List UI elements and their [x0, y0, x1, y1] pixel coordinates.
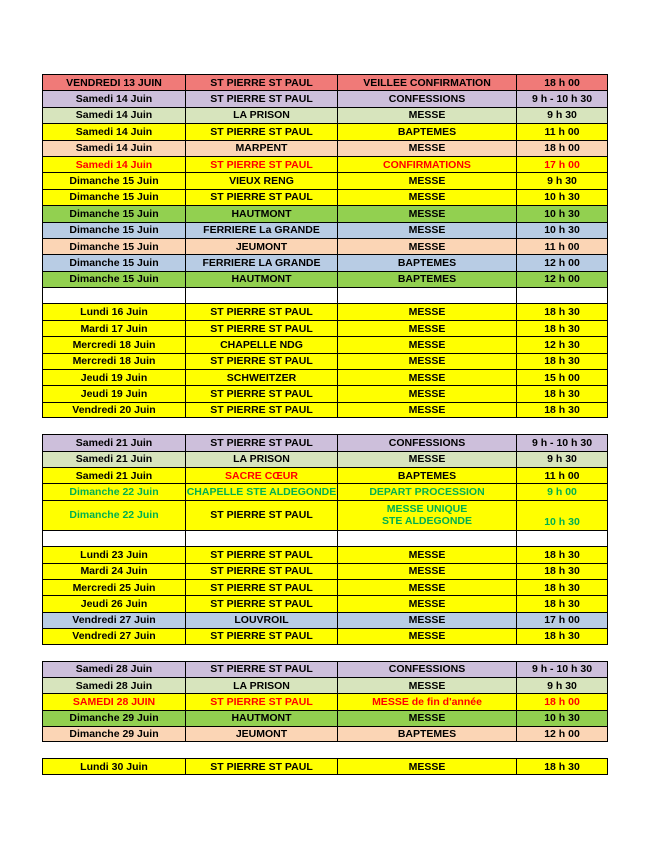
place-cell: ST PIERRE ST PAUL	[185, 563, 337, 579]
time-cell: 18 h 00	[516, 140, 608, 156]
time-cell: 9 h 30	[516, 172, 608, 188]
event-cell: MESSE	[337, 353, 516, 369]
day-cell: Samedi 14 Juin	[42, 90, 185, 106]
place-cell: HAUTMONT	[185, 710, 337, 726]
day-cell: Vendredi 27 Juin	[42, 612, 185, 628]
day-cell: Dimanche 15 Juin	[42, 189, 185, 205]
day-cell: Dimanche 15 Juin	[42, 238, 185, 254]
table-row	[42, 677, 608, 693]
event-cell: MESSE	[337, 710, 516, 726]
table-row	[42, 451, 608, 467]
table-row	[42, 483, 608, 499]
day-cell: Samedi 28 Juin	[42, 677, 185, 693]
place-cell: LA PRISON	[185, 677, 337, 693]
place-cell	[185, 530, 337, 546]
table-row	[42, 434, 608, 450]
day-cell: Vendredi 27 Juin	[42, 628, 185, 644]
place-cell: MARPENT	[185, 140, 337, 156]
event-cell: MESSE	[337, 677, 516, 693]
day-cell: Mercredi 18 Juin	[42, 336, 185, 352]
time-cell: 15 h 00	[516, 369, 608, 385]
day-cell: Jeudi 26 Juin	[42, 595, 185, 611]
event-cell: MESSE	[337, 336, 516, 352]
place-cell: ST PIERRE ST PAUL	[185, 189, 337, 205]
time-cell: 10 h 30	[516, 205, 608, 221]
place-cell: FERRIERE LA GRANDE	[185, 254, 337, 270]
place-cell: ST PIERRE ST PAUL	[185, 353, 337, 369]
time-cell: 10 h 30	[516, 189, 608, 205]
event-cell: MESSE de fin d'année	[337, 693, 516, 709]
event-cell: BAPTEMES	[337, 123, 516, 139]
event-cell: MESSE	[337, 546, 516, 562]
place-cell: FERRIERE La GRANDE	[185, 222, 337, 238]
event-cell: MESSE	[337, 238, 516, 254]
place-cell: VIEUX RENG	[185, 172, 337, 188]
day-cell: Dimanche 15 Juin	[42, 172, 185, 188]
time-cell: 11 h 00	[516, 467, 608, 483]
place-cell: ST PIERRE ST PAUL	[185, 402, 337, 418]
event-cell: CONFESSIONS	[337, 90, 516, 106]
place-cell: ST PIERRE ST PAUL	[185, 500, 337, 530]
time-cell: 12 h 00	[516, 271, 608, 287]
event-line: MESSE UNIQUE	[386, 503, 468, 516]
place-cell: ST PIERRE ST PAUL	[185, 595, 337, 611]
place-cell: ST PIERRE ST PAUL	[185, 661, 337, 677]
event-cell: DEPART PROCESSION	[337, 483, 516, 499]
table-row	[42, 369, 608, 385]
day-cell: Samedi 14 Juin	[42, 156, 185, 172]
table-row	[42, 710, 608, 726]
place-cell: ST PIERRE ST PAUL	[185, 385, 337, 401]
day-cell: Dimanche 15 Juin	[42, 254, 185, 270]
table-row	[42, 385, 608, 401]
event-cell: MESSE	[337, 140, 516, 156]
time-cell: 11 h 00	[516, 238, 608, 254]
event-cell: BAPTEMES	[337, 254, 516, 270]
place-cell: ST PIERRE ST PAUL	[185, 74, 337, 90]
blank-row	[42, 287, 608, 303]
time-cell: 18 h 30	[516, 758, 608, 774]
schedule-block	[42, 661, 608, 743]
event-cell: MESSE	[337, 320, 516, 336]
day-cell: Samedi 21 Juin	[42, 467, 185, 483]
table-row	[42, 189, 608, 205]
place-cell: LA PRISON	[185, 107, 337, 123]
table-row	[42, 628, 608, 644]
event-cell: MESSE	[337, 222, 516, 238]
event-cell: CONFESSIONS	[337, 434, 516, 450]
event-cell: MESSE	[337, 172, 516, 188]
event-cell: BAPTEMES	[337, 271, 516, 287]
time-cell: 9 h - 10 h 30	[516, 90, 608, 106]
table-row	[42, 402, 608, 418]
time-cell: 18 h 30	[516, 320, 608, 336]
table-row	[42, 303, 608, 319]
time-cell: 12 h 00	[516, 254, 608, 270]
table-row	[42, 579, 608, 595]
day-cell	[42, 287, 185, 303]
time-cell: 12 h 00	[516, 726, 608, 742]
event-cell: MESSE	[337, 628, 516, 644]
time-cell: 9 h 00	[516, 483, 608, 499]
event-cell: BAPTEMES	[337, 726, 516, 742]
table-row	[42, 238, 608, 254]
day-cell: Jeudi 19 Juin	[42, 369, 185, 385]
event-cell: MESSE	[337, 402, 516, 418]
table-row	[42, 222, 608, 238]
table-row	[42, 693, 608, 709]
table-row	[42, 500, 608, 530]
place-cell: LOUVROIL	[185, 612, 337, 628]
day-cell: Dimanche 15 Juin	[42, 271, 185, 287]
place-cell: ST PIERRE ST PAUL	[185, 320, 337, 336]
event-cell: MESSE	[337, 563, 516, 579]
table-row	[42, 271, 608, 287]
day-cell: Jeudi 19 Juin	[42, 385, 185, 401]
place-cell: ST PIERRE ST PAUL	[185, 303, 337, 319]
day-cell: VENDREDI 13 JUIN	[42, 74, 185, 90]
day-cell: Samedi 21 Juin	[42, 434, 185, 450]
place-cell: ST PIERRE ST PAUL	[185, 693, 337, 709]
time-cell: 9 h - 10 h 30	[516, 434, 608, 450]
table-row	[42, 107, 608, 123]
table-row	[42, 205, 608, 221]
day-cell: Dimanche 29 Juin	[42, 710, 185, 726]
blank-row	[42, 530, 608, 546]
event-cell: MESSE	[337, 189, 516, 205]
day-cell: Vendredi 20 Juin	[42, 402, 185, 418]
day-cell	[42, 530, 185, 546]
time-cell: 10 h 30	[516, 710, 608, 726]
table-row	[42, 254, 608, 270]
event-cell: MESSE	[337, 385, 516, 401]
table-row	[42, 353, 608, 369]
time-cell: 12 h 30	[516, 336, 608, 352]
time-cell: 11 h 00	[516, 123, 608, 139]
table-row	[42, 726, 608, 742]
time-cell: 18 h 30	[516, 402, 608, 418]
table-row	[42, 612, 608, 628]
event-cell: MESSE	[337, 369, 516, 385]
day-cell: Dimanche 22 Juin	[42, 500, 185, 530]
day-cell: Mardi 17 Juin	[42, 320, 185, 336]
place-cell: JEUMONT	[185, 238, 337, 254]
time-cell: 10 h 30	[516, 222, 608, 238]
event-cell: MESSE	[337, 758, 516, 774]
schedule-block	[42, 74, 608, 418]
day-cell: Samedi 28 Juin	[42, 661, 185, 677]
time-cell: 18 h 30	[516, 385, 608, 401]
time-cell: 10 h 30	[516, 500, 608, 530]
day-cell: Mardi 24 Juin	[42, 563, 185, 579]
place-cell: LA PRISON	[185, 451, 337, 467]
place-cell: ST PIERRE ST PAUL	[185, 546, 337, 562]
event-line: STE ALDEGONDE	[381, 515, 473, 528]
place-cell: CHAPELLE NDG	[185, 336, 337, 352]
schedule-block	[42, 758, 608, 774]
place-cell: SACRE CŒUR	[185, 467, 337, 483]
time-cell: 18 h 30	[516, 303, 608, 319]
time-cell: 18 h 00	[516, 74, 608, 90]
time-cell: 18 h 30	[516, 579, 608, 595]
event-cell: MESSE	[337, 595, 516, 611]
place-cell: CHAPELLE STE ALDEGONDE	[185, 483, 337, 499]
time-cell: 17 h 00	[516, 612, 608, 628]
day-cell: Dimanche 15 Juin	[42, 222, 185, 238]
table-row	[42, 595, 608, 611]
day-cell: SAMEDI 28 JUIN	[42, 693, 185, 709]
place-cell: SCHWEITZER	[185, 369, 337, 385]
time-cell: 9 h - 10 h 30	[516, 661, 608, 677]
event-cell: MESSE	[337, 451, 516, 467]
table-row	[42, 320, 608, 336]
time-cell: 9 h 30	[516, 107, 608, 123]
event-cell: BAPTEMES	[337, 467, 516, 483]
place-cell: HAUTMONT	[185, 205, 337, 221]
event-cell: CONFESSIONS	[337, 661, 516, 677]
table-row	[42, 140, 608, 156]
day-cell: Samedi 14 Juin	[42, 123, 185, 139]
table-row	[42, 563, 608, 579]
event-cell: MESSE	[337, 205, 516, 221]
event-cell: MESSE	[337, 107, 516, 123]
place-cell	[185, 287, 337, 303]
day-cell: Samedi 14 Juin	[42, 140, 185, 156]
place-cell: ST PIERRE ST PAUL	[185, 90, 337, 106]
table-row	[42, 758, 608, 774]
day-cell: Dimanche 15 Juin	[42, 205, 185, 221]
event-cell: CONFIRMATIONS	[337, 156, 516, 172]
event-cell	[337, 287, 516, 303]
table-row	[42, 90, 608, 106]
table-row	[42, 123, 608, 139]
table-row	[42, 467, 608, 483]
place-cell: JEUMONT	[185, 726, 337, 742]
place-cell: ST PIERRE ST PAUL	[185, 758, 337, 774]
time-cell: 9 h 30	[516, 677, 608, 693]
day-cell: Mercredi 25 Juin	[42, 579, 185, 595]
time-cell	[516, 530, 608, 546]
table-row	[42, 336, 608, 352]
event-cell: MESSE	[337, 612, 516, 628]
schedule-table	[42, 74, 608, 775]
time-cell: 17 h 00	[516, 156, 608, 172]
day-cell: Lundi 30 Juin	[42, 758, 185, 774]
time-cell	[516, 287, 608, 303]
day-cell: Lundi 16 Juin	[42, 303, 185, 319]
place-cell: HAUTMONT	[185, 271, 337, 287]
event-cell: MESSE	[337, 579, 516, 595]
time-cell: 18 h 30	[516, 563, 608, 579]
place-cell: ST PIERRE ST PAUL	[185, 628, 337, 644]
place-cell: ST PIERRE ST PAUL	[185, 156, 337, 172]
table-row	[42, 156, 608, 172]
table-row	[42, 546, 608, 562]
time-cell: 18 h 30	[516, 628, 608, 644]
day-cell: Dimanche 22 Juin	[42, 483, 185, 499]
place-cell: ST PIERRE ST PAUL	[185, 434, 337, 450]
time-cell: 18 h 30	[516, 546, 608, 562]
day-cell: Dimanche 29 Juin	[42, 726, 185, 742]
event-cell: VEILLEE CONFIRMATION	[337, 74, 516, 90]
schedule-block	[42, 434, 608, 644]
event-cell: MESSE	[337, 303, 516, 319]
table-row	[42, 172, 608, 188]
time-cell: 18 h 30	[516, 353, 608, 369]
time-cell: 18 h 00	[516, 693, 608, 709]
day-cell: Lundi 23 Juin	[42, 546, 185, 562]
time-cell: 18 h 30	[516, 595, 608, 611]
day-cell: Mercredi 18 Juin	[42, 353, 185, 369]
time-cell: 9 h 30	[516, 451, 608, 467]
event-cell	[337, 500, 516, 530]
day-cell: Samedi 21 Juin	[42, 451, 185, 467]
table-row	[42, 74, 608, 90]
event-cell	[337, 530, 516, 546]
table-row	[42, 661, 608, 677]
place-cell: ST PIERRE ST PAUL	[185, 579, 337, 595]
place-cell: ST PIERRE ST PAUL	[185, 123, 337, 139]
day-cell: Samedi 14 Juin	[42, 107, 185, 123]
